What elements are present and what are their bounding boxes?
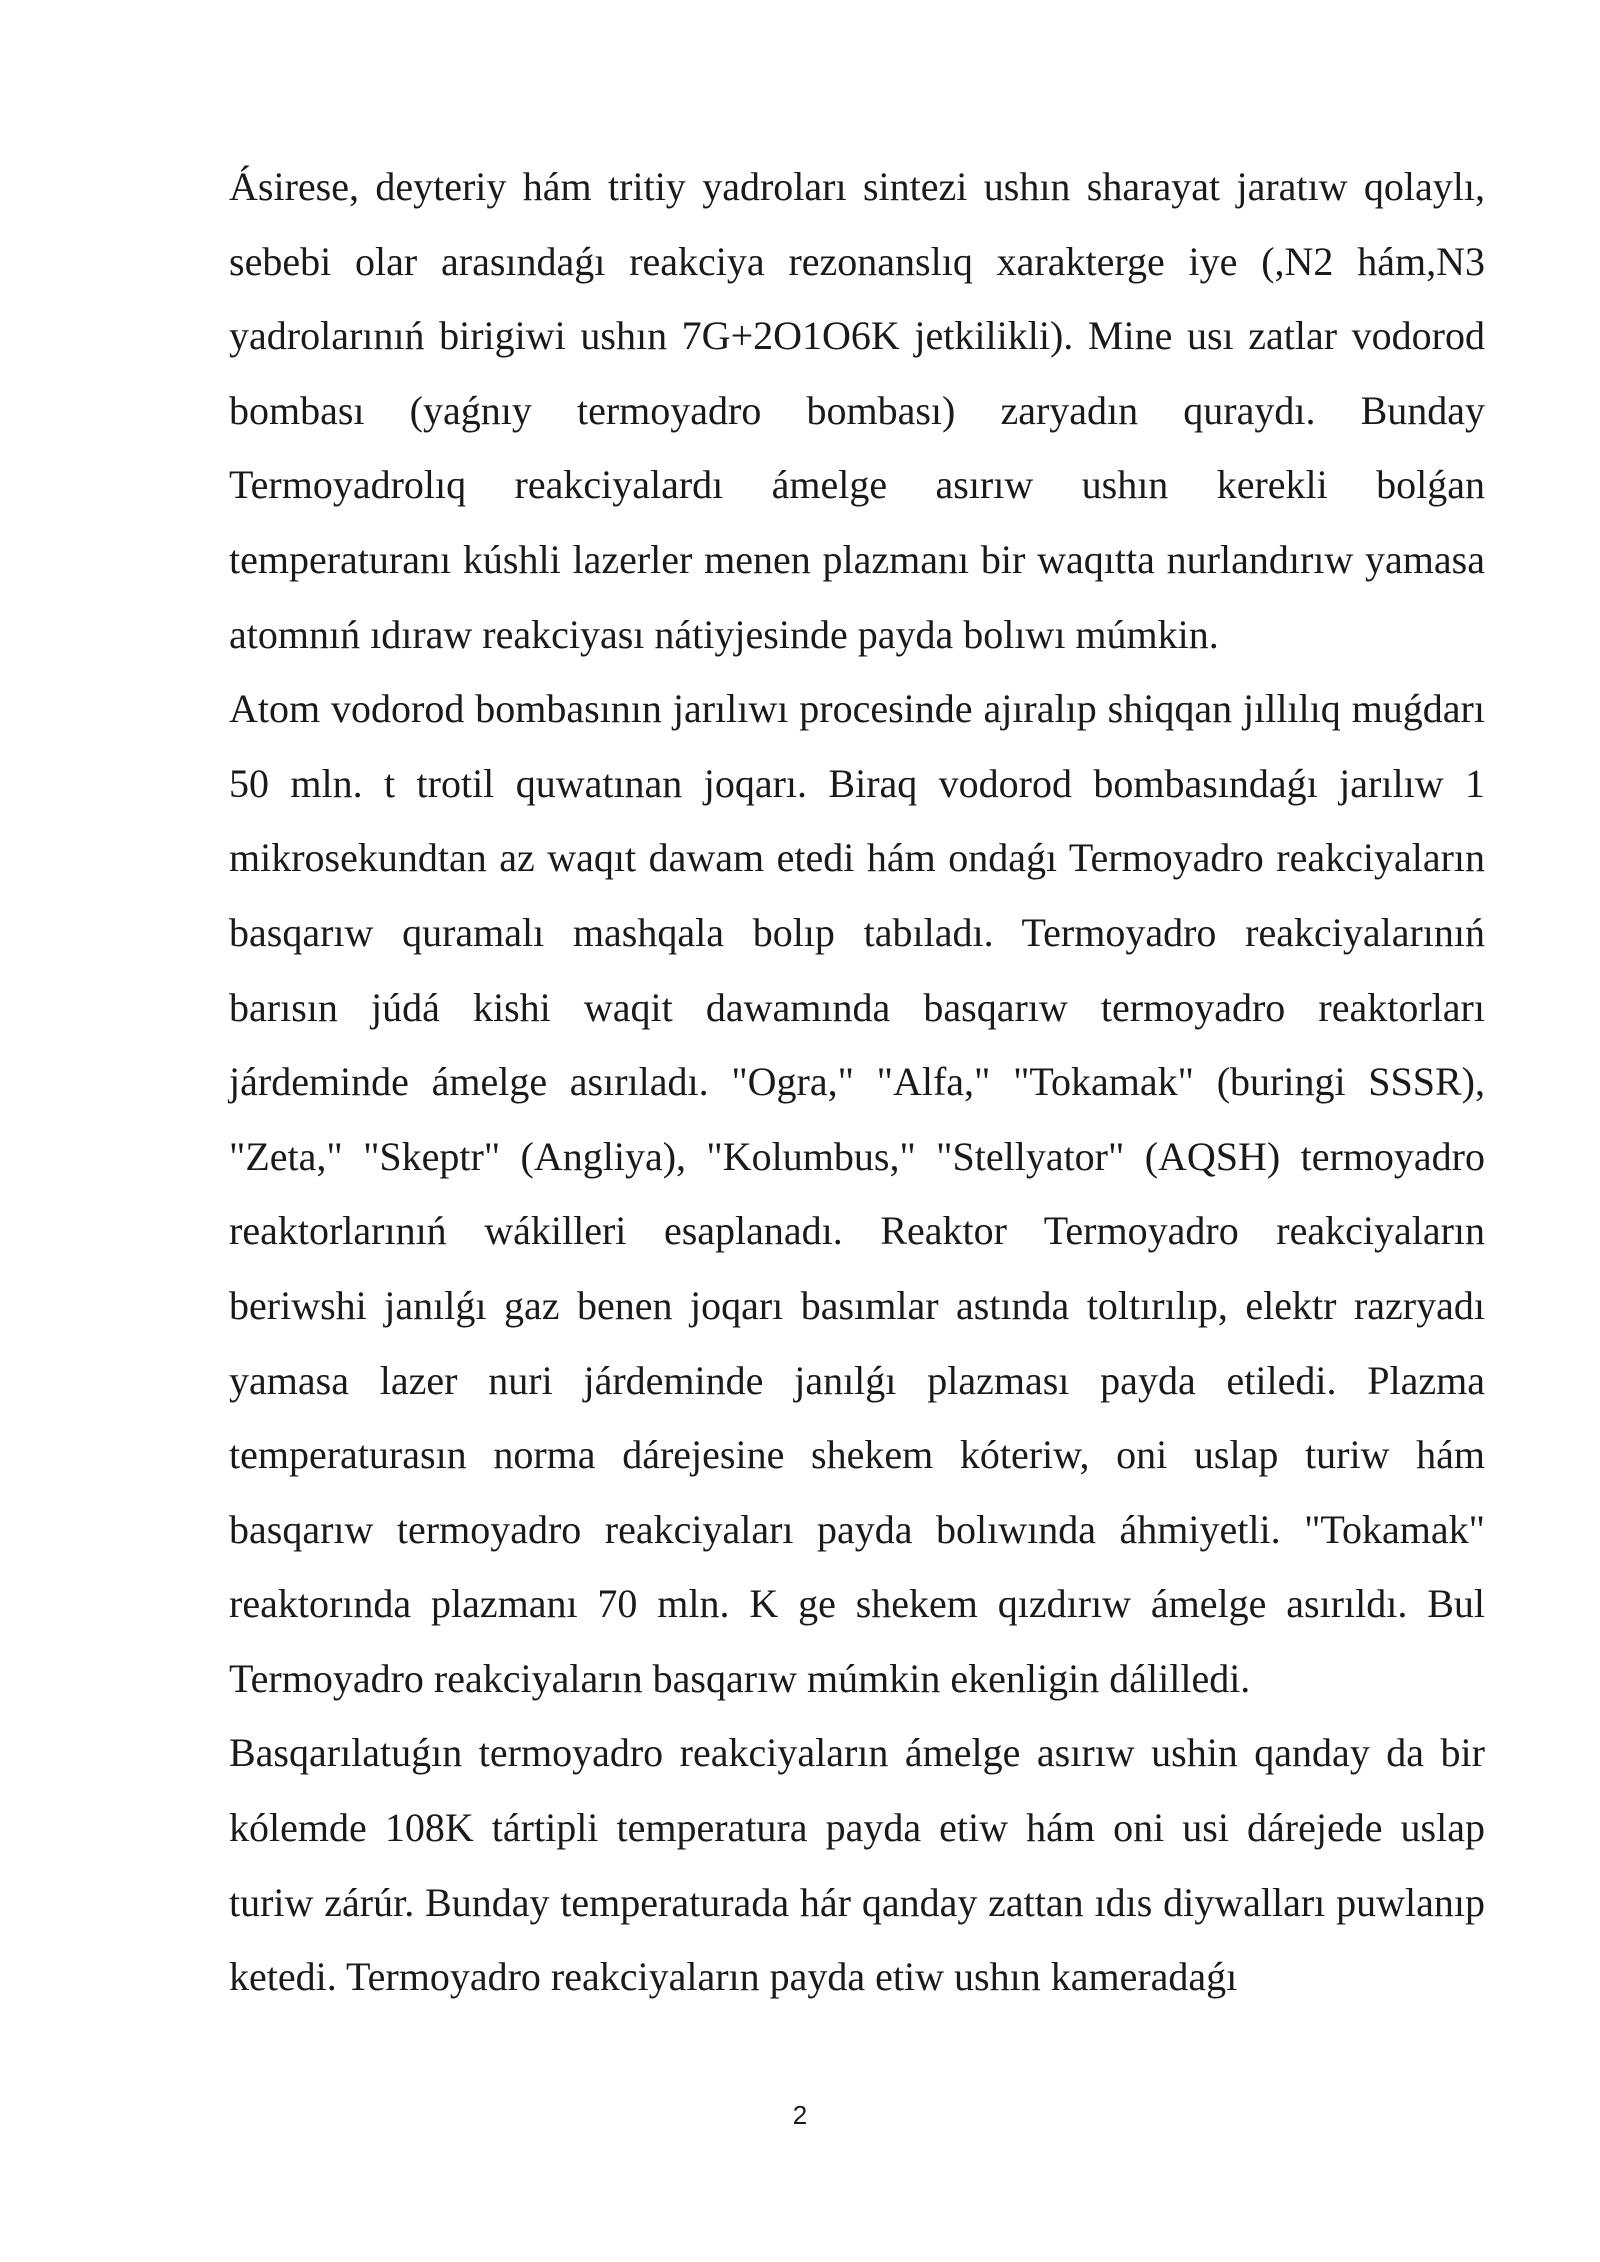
document-body (229, 150, 1485, 2015)
page-number: 2 (792, 2100, 808, 2130)
paragraph-3: Basqarılatuǵın termoyadro reakciyaların ámelge asırıw ushin qanday da bir kólemde 108K tártipli temperatura payda etiw hám oni usi dárejede uslap turiw zárúr. Bunday temperaturada hár qanday zattan ıdıs diywalları puwlanıp ketedi. Termoyadro reakciyaların payda etiw ushın kameradaǵı (229, 1730, 1485, 2000)
paragraph-1: Ásirese, deyteriy hám tritiy yadroları sintezi ushın sharayat jaratıw qolaylı, sebebi olar arasındaǵı reakciya rezonanslıq xarakterge iye (,N2 hám,N3 yadrolarınıń birigiwi ushın 7G+2O1O6K jetkilikli). Mine usı zatlar vodorod bombası (yaǵnıy termoyadro bombası) zaryadın quraydı. Bunday Termoyadrolıq reakciyalardı ámelge asırıw ushın kerekli bolǵan temperaturanı kúshli lazerler menen plazmanı bir waqıtta nurlandırıw yamasa atomnıń ıdıraw reakciyası nátiyjesinde payda bolıwı múmkin. (229, 164, 1485, 657)
paragraph-2: Atom vodorod bombasının jarılıwı procesinde ajıralıp shiqqan jıllılıq muǵdarı 50 mln. t trotil quwatınan joqarı. Biraq vodorod bombasındaǵı jarılıw 1 mikrosekundtan az waqıt dawam etedi hám ondaǵı Termoyadro reakciyaların basqarıw quramalı mashqala bolıp tabıladı. Termoyadro reakciyalarınıń barısın júdá kishi waqit dawamında basqarıw termoyadro reaktorları járdeminde ámelge asırıladı. "Ogra," "Alfa," "Tokamak" (buringi SSSR), "Zeta," "Skeptr" (Angliya), "Kolumbus," "Stellyator" (AQSH) termoyadro reaktorlarınıń wákilleri esaplanadı. Reaktor Termoyadro reakciyaların beriwshi janılǵı gaz benen joqarı basımlar astında toltırılıp, elektr razryadı yamasa lazer nuri járdeminde janılǵı plazması payda etiledi. Plazma temperaturasın norma dárejesine shekem kóteriw, oni uslap turiw hám basqarıw termoyadro reakciyaları payda bolıwında áhmiyetli. "Tokamak" reaktorında plazmanı 70 mln. K ge shekem qızdırıw ámelge asırıldı. Bul Termoyadro reakciyaların basqarıw múmkin ekenligin dálilledi. (229, 686, 1485, 1701)
